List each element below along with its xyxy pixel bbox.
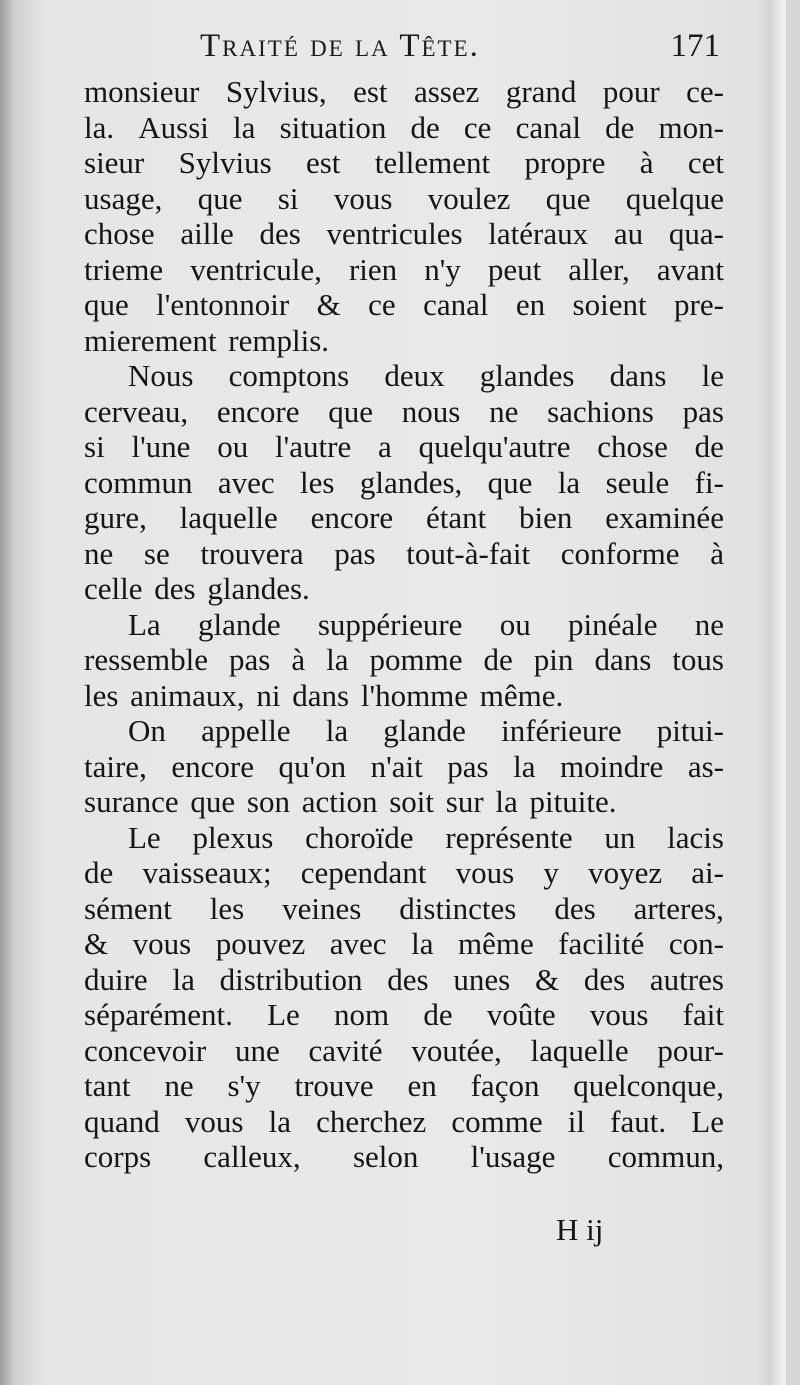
- text-line: concevoir une cavité voutée, laquelle pour-: [84, 1032, 724, 1068]
- text-line: la. Aussi la situation de ce canal de mon-: [84, 109, 724, 145]
- text-line: sément les veines distinctes des arteres,: [84, 890, 724, 926]
- text-line: La glande suppérieure ou pinéale ne: [128, 606, 724, 642]
- text-line: que l'entonnoir & ce canal en soient pre-: [84, 287, 724, 322]
- text-line: commun avec les glandes, que la seule fi-: [84, 464, 724, 500]
- text-line: quand vous la cherchez comme il faut. Le: [84, 1103, 724, 1139]
- page-gutter-shadow: [0, 0, 14, 1385]
- text-line: tant ne s'y trouve en façon quelconque,: [84, 1068, 724, 1103]
- text-line: corps calleux, selon l'usage commun,: [84, 1139, 724, 1174]
- text-line: duire la distribution des unes & des autres: [84, 961, 724, 997]
- text-line: les animaux, ni dans l'homme même.: [84, 677, 564, 713]
- text-line: & vous pouvez avec la même facilité con-: [84, 926, 724, 961]
- signature-mark: H ij: [556, 1212, 604, 1247]
- text-line: de vaisseaux; cependant vous y voyez ai-: [84, 855, 724, 890]
- page-edge: [772, 0, 786, 1385]
- text-line: usage, que si vous voulez que quelque: [84, 180, 724, 216]
- text-line: trieme ventricule, rien n'y peut aller, avant: [84, 251, 724, 287]
- text-line: si l'une ou l'autre a quelqu'autre chose de: [84, 429, 724, 464]
- text-line: ressemble pas à la pomme de pin dans tous: [84, 642, 724, 677]
- text-line: séparément. Le nom de voûte vous fait: [84, 997, 724, 1032]
- page-number: 171: [670, 28, 720, 64]
- text-line: taire, encore qu'on n'ait pas la moindre as-: [84, 748, 724, 784]
- text-line: ne se trouvera pas tout-à-fait conforme à: [84, 535, 724, 571]
- body-text: [84, 74, 724, 1175]
- text-line: chose aille des ventricules latéraux au qua-: [84, 216, 724, 251]
- running-title: Traité de la Tête.: [200, 28, 480, 64]
- text-line: gure, laquelle encore étant bien examinée: [84, 500, 724, 535]
- text-line: On appelle la glande inférieure pitui-: [128, 713, 724, 748]
- text-line: monsieur Sylvius, est assez grand pour ce-: [84, 74, 724, 109]
- text-line: mierement remplis.: [84, 322, 330, 358]
- text-line: sieur Sylvius est tellement propre à cet: [84, 145, 724, 180]
- page-header: [200, 28, 720, 72]
- text-line: surance que son action soit sur la pituite.: [84, 784, 617, 819]
- text-line: Nous comptons deux glandes dans le: [128, 358, 724, 393]
- text-line: Le plexus choroïde représente un lacis: [128, 819, 724, 855]
- text-line: celle des glandes.: [84, 571, 310, 606]
- text-line: cerveau, encore que nous ne sachions pas: [84, 393, 724, 429]
